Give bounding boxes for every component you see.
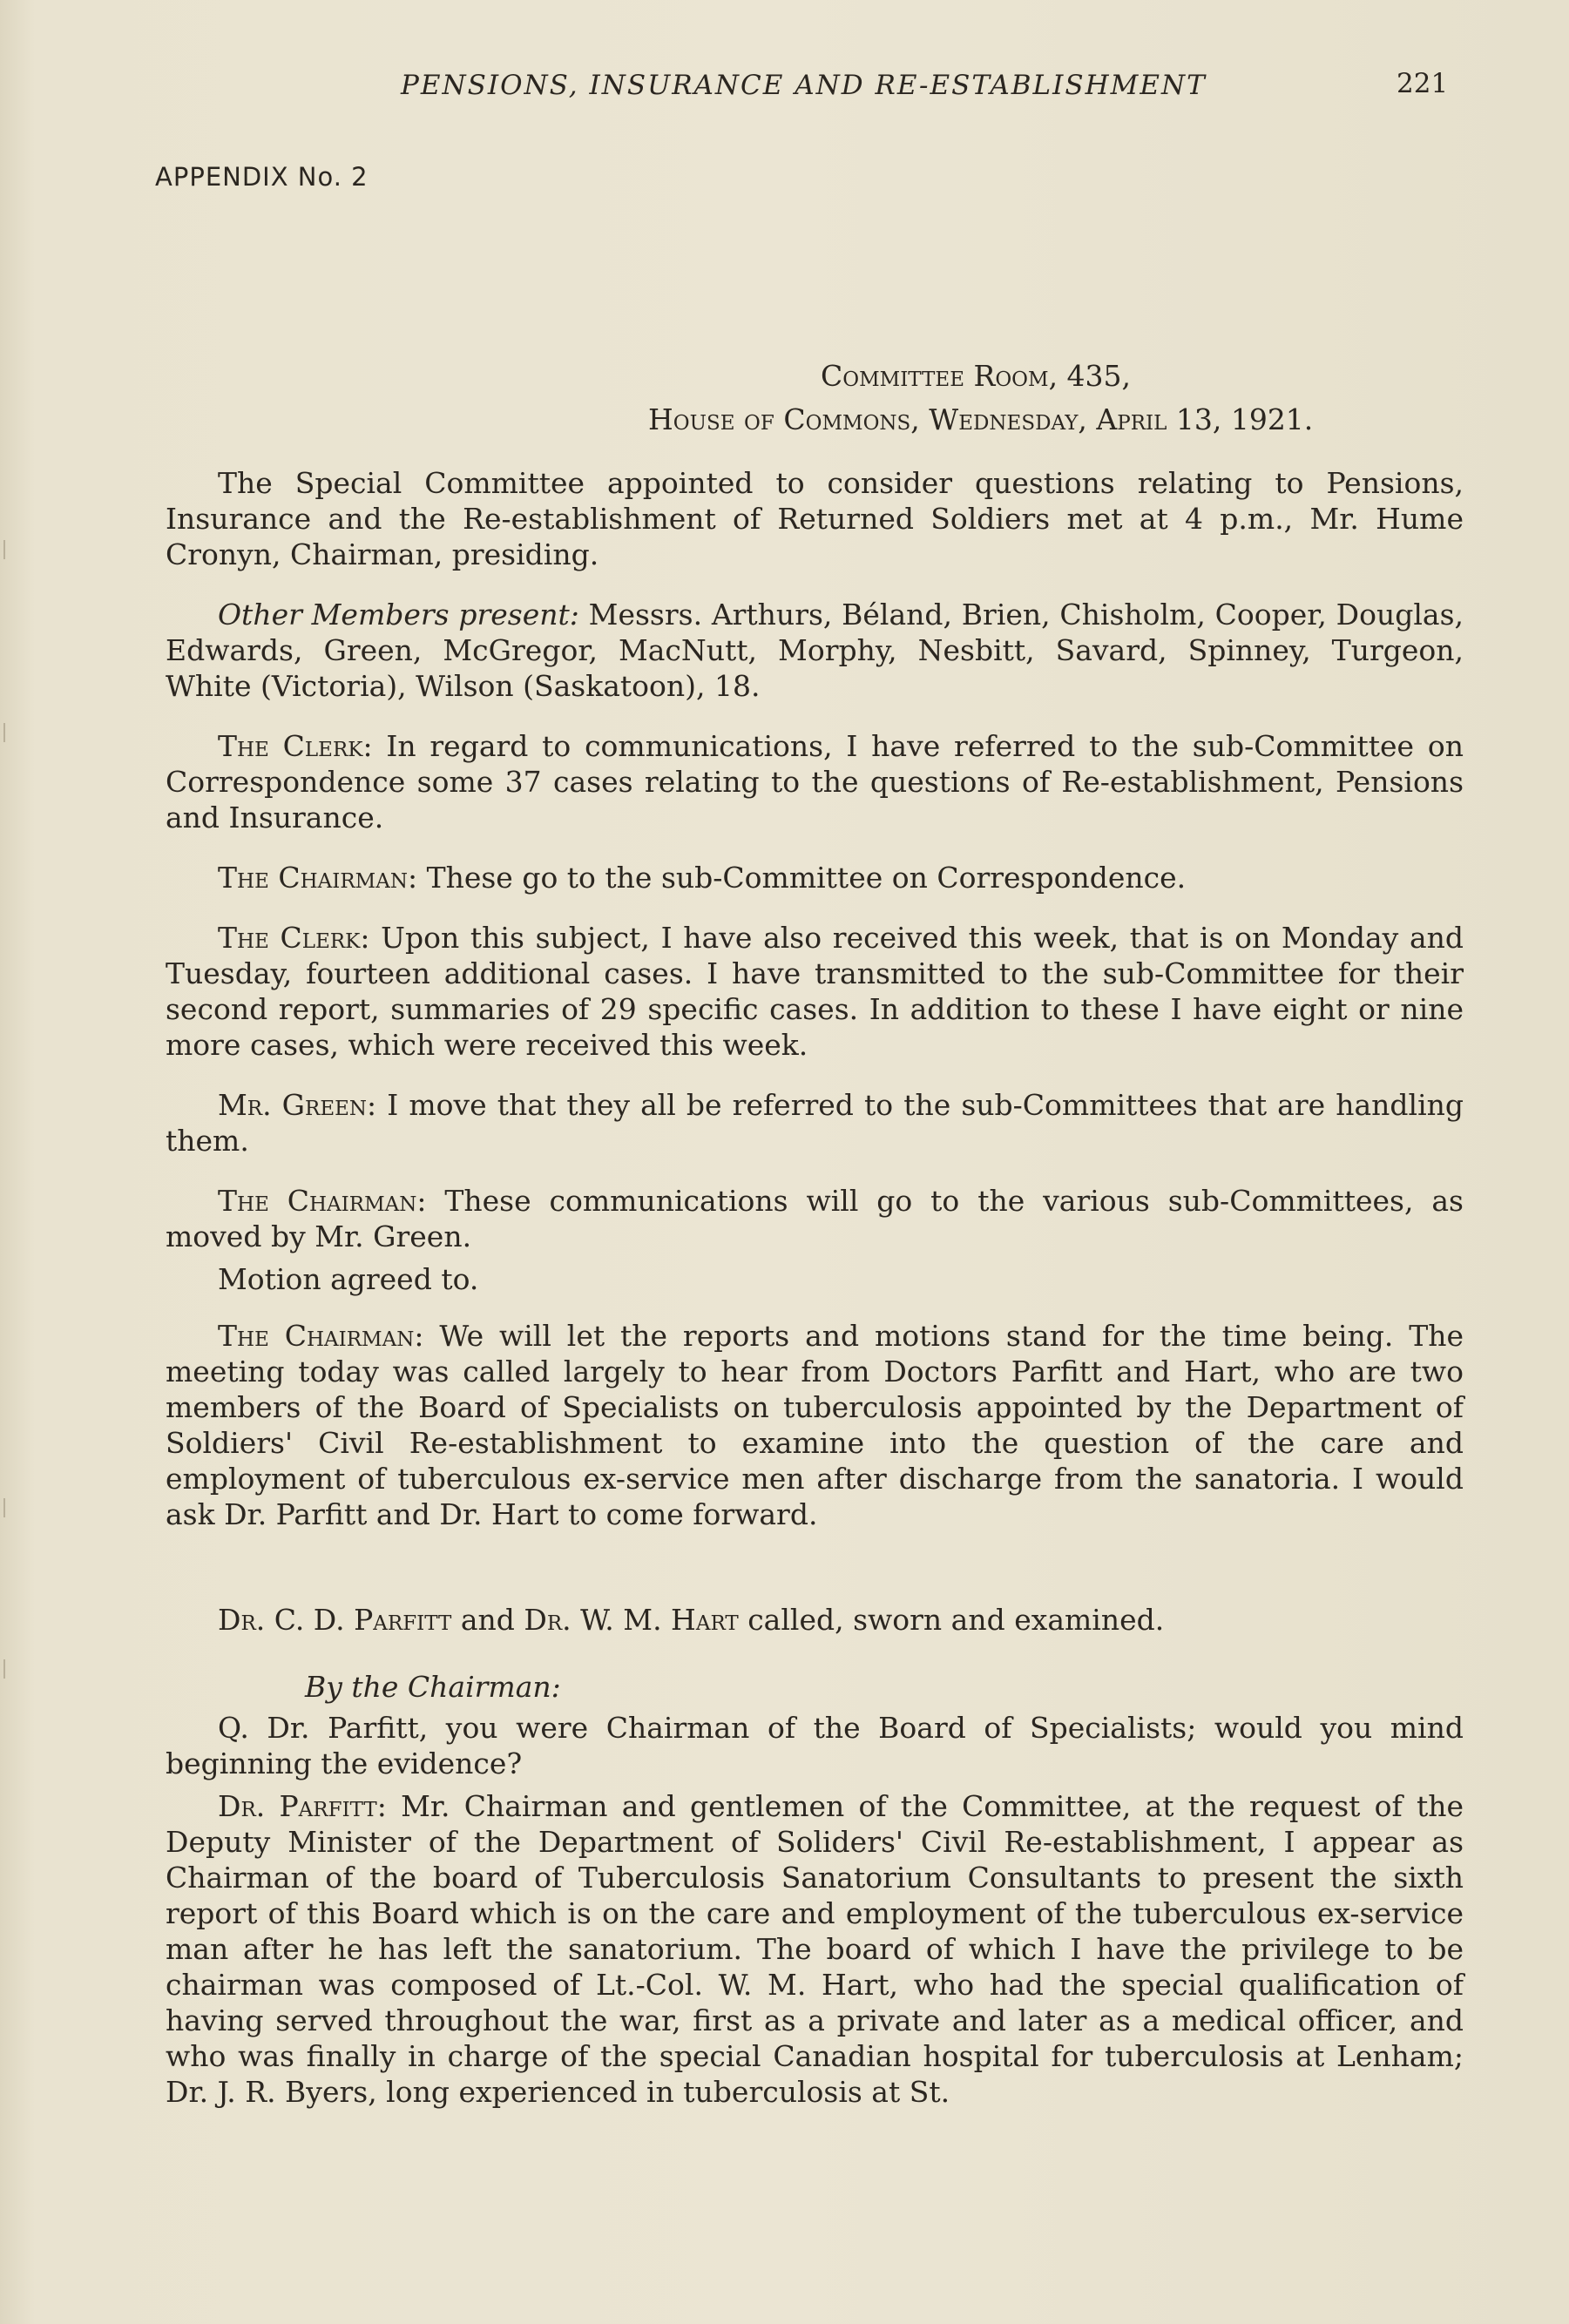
green-statement (166, 1087, 1464, 1159)
witnesses-text: called, sworn and examined. (738, 1603, 1165, 1637)
meeting-date (648, 402, 1313, 436)
chairman-statement-1 (166, 860, 1464, 895)
committee-room: Committee Room, 435, (821, 359, 1132, 393)
margin-mark (3, 723, 14, 742)
speaker-chairman: The Chairman: (218, 861, 418, 895)
parfitt-statement (166, 1788, 1464, 2110)
motion-line: Motion agreed to. (218, 1262, 479, 1296)
witness-hart: Dr. W. M. Hart (524, 1603, 739, 1637)
margin-mark (3, 1498, 14, 1517)
witnesses-line (166, 1602, 1464, 1638)
speaker-chairman: The Chairman: (218, 1319, 424, 1353)
by-chairman: By the Chairman: (305, 1670, 561, 1704)
minutes-body (166, 465, 1464, 2134)
clerk-statement-1 (166, 728, 1464, 835)
statement-text: Mr. Chairman and gentlemen of the Committee, at the request of the Deputy Minister of the Department of Soliders' Civil Re-establishment, I appear as Chairman of the board of Tuberculosis Sanatorium Consultants to present the sixth report of this Board which is on the care and employment of the tuberculous ex-service man after he has left the sanatorium. The board of which I have the privilege to be chairman was composed of Lt.-Col. W. M. Hart, who had the special qualification of having served throughout the war, first as a private and later as a medical officer, and who was finally in charge of the special Canadian hospital for tuberculosis at Lenham; Dr. J. R. Byers, long experienced in tuberculosis at St. (166, 1789, 1464, 2109)
members-present-paragraph (166, 597, 1464, 704)
house-date: House of Commons, Wednesday, April 13, 1921. (648, 402, 1314, 436)
margin-mark (3, 1659, 14, 1679)
speaker-green: Mr. Green: (218, 1088, 377, 1122)
members-label: Other Members present: (218, 598, 579, 632)
witness-parfitt: Dr. C. D. Parfitt (218, 1603, 452, 1637)
statement-text: In regard to communications, I have referred to the sub-Committee on Correspondence some 37 cases relating to the questions of Re-establishment, Pensions and Insurance. (166, 729, 1464, 834)
statement-text: I move that they all be referred to the sub-Committees that are handling them. (166, 1088, 1464, 1158)
speaker-parfitt: Dr. Parfitt: (218, 1789, 387, 1823)
members-list: Messrs. Arthurs, Béland, Brien, Chisholm, Cooper, Douglas, Edwards, Green, McGregor, MacNutt, Morphy, Nesbitt, Savard, Spinney, Turgeon, White (Victoria), Wilson (Saskatoon), 18. (166, 598, 1464, 703)
chairman-statement-2 (166, 1183, 1464, 1254)
speaker-clerk: The Clerk: (218, 729, 373, 763)
page-number: 221 (1397, 68, 1449, 99)
appendix-label: APPENDIX No. 2 (155, 162, 369, 192)
witness-joiner: and (451, 1603, 524, 1637)
statement-text: These go to the sub-Committee on Correspondence. (417, 861, 1187, 895)
clerk-statement-2 (166, 920, 1464, 1063)
running-head: PENSIONS, INSURANCE AND RE-ESTABLISHMENT (401, 70, 1207, 101)
margin-mark (3, 540, 14, 559)
chairman-statement-3 (166, 1318, 1464, 1532)
speaker-chairman: The Chairman: (218, 1184, 427, 1218)
speaker-clerk: The Clerk: (218, 921, 370, 955)
statement-text: Upon this subject, I have also received this week, that is on Monday and Tuesday, fourteen additional cases. I have transmitted to the sub-Committee for their second report, summaries of 29 specific cases. In addition to these I have eight or nine more cases, which were received this week. (166, 921, 1464, 1062)
intro-paragraph: The Special Committee appointed to consider questions relating to Pensions, Insurance and the Re-establishment of Returned Soldiers met at 4 p.m., Mr. Hume Cronyn, Chairman, presiding. (166, 466, 1464, 571)
question-paragraph: Q. Dr. Parfitt, you were Chairman of the Board of Specialists; would you mind beginning the evidence? (166, 1711, 1464, 1780)
statement-text: We will let the reports and motions stand for the time being. The meeting today was called largely to hear from Doctors Parfitt and Hart, who are two members of the Board of Specialists on tuberculosis appointed by the Department of Soldiers' Civil Re-establishment to examine into the question of the care and employment of tuberculous ex-service men after discharge from the sanatoria. I would ask Dr. Parfitt and Dr. Hart to come forward. (166, 1319, 1464, 1531)
statement-text: These communications will go to the various sub-Committees, as moved by Mr. Green. (166, 1184, 1464, 1253)
